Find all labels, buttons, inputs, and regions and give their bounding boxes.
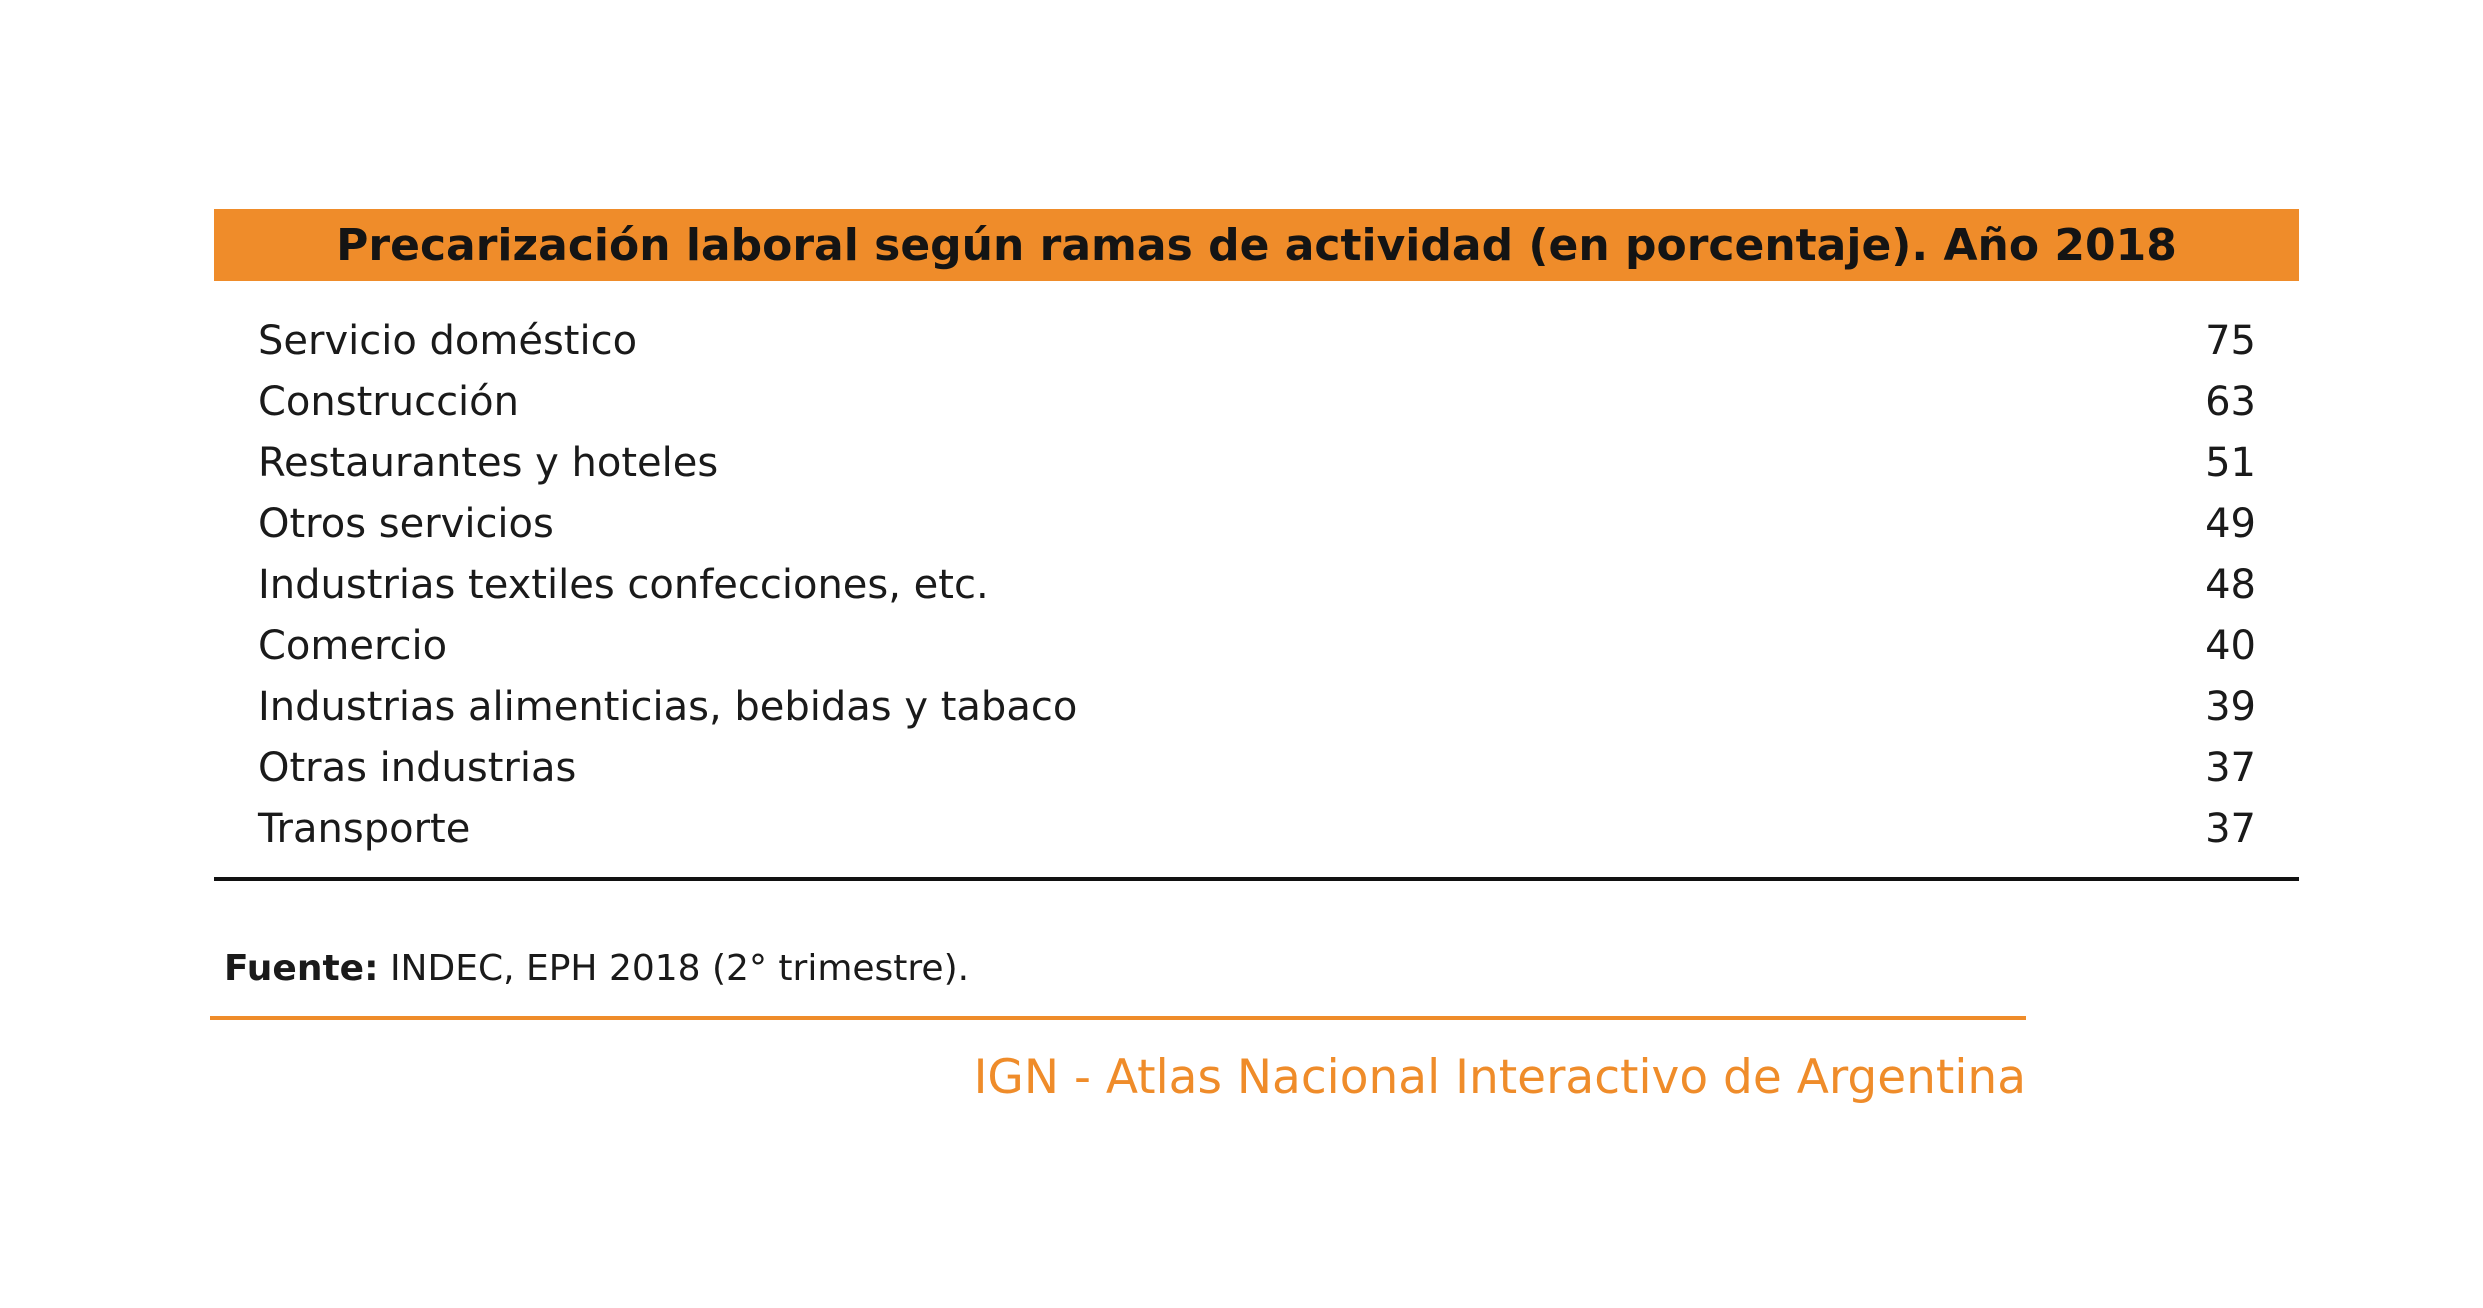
row-value: 37: [2205, 806, 2256, 853]
table-title-bar: [214, 209, 2299, 281]
table-row: [258, 310, 2256, 371]
row-value: 39: [2205, 684, 2256, 731]
row-value: 49: [2205, 500, 2256, 547]
row-value: 48: [2205, 561, 2256, 608]
table-row: [258, 371, 2256, 432]
row-value: 51: [2205, 439, 2256, 486]
row-label: Otras industrias: [258, 745, 577, 792]
table-row: [258, 677, 2256, 738]
credit-rule: [210, 1016, 2026, 1020]
table-row: [258, 799, 2256, 860]
table-row: [258, 432, 2256, 493]
row-label: Industrias textiles confecciones, etc.: [258, 561, 989, 608]
table-row: [258, 554, 2256, 615]
table-row: [258, 493, 2256, 554]
table-row: [258, 615, 2256, 676]
row-label: Comercio: [258, 623, 448, 670]
row-value: 37: [2205, 745, 2256, 792]
table-bottom-rule: [214, 877, 2299, 881]
row-label: Servicio doméstico: [258, 317, 638, 364]
row-label: Transporte: [258, 806, 471, 853]
credit-text: IGN - Atlas Nacional Interactivo de Argentina: [973, 1050, 2026, 1105]
row-value: 75: [2205, 317, 2256, 364]
row-value: 63: [2205, 378, 2256, 425]
table-row: [258, 738, 2256, 799]
data-table: [258, 310, 2256, 860]
row-label: Construcción: [258, 378, 519, 425]
row-label: Industrias alimenticias, bebidas y tabaco: [258, 684, 1078, 731]
table-title: Precarización laboral según ramas de actividad (en porcentaje). Año 2018: [336, 219, 2177, 271]
source-text: INDEC, EPH 2018 (2° trimestre).: [378, 948, 970, 989]
row-label: Otros servicios: [258, 500, 554, 547]
row-label: Restaurantes y hoteles: [258, 439, 719, 486]
source-note: [224, 948, 969, 989]
source-label: Fuente:: [224, 948, 379, 989]
row-value: 40: [2205, 623, 2256, 670]
